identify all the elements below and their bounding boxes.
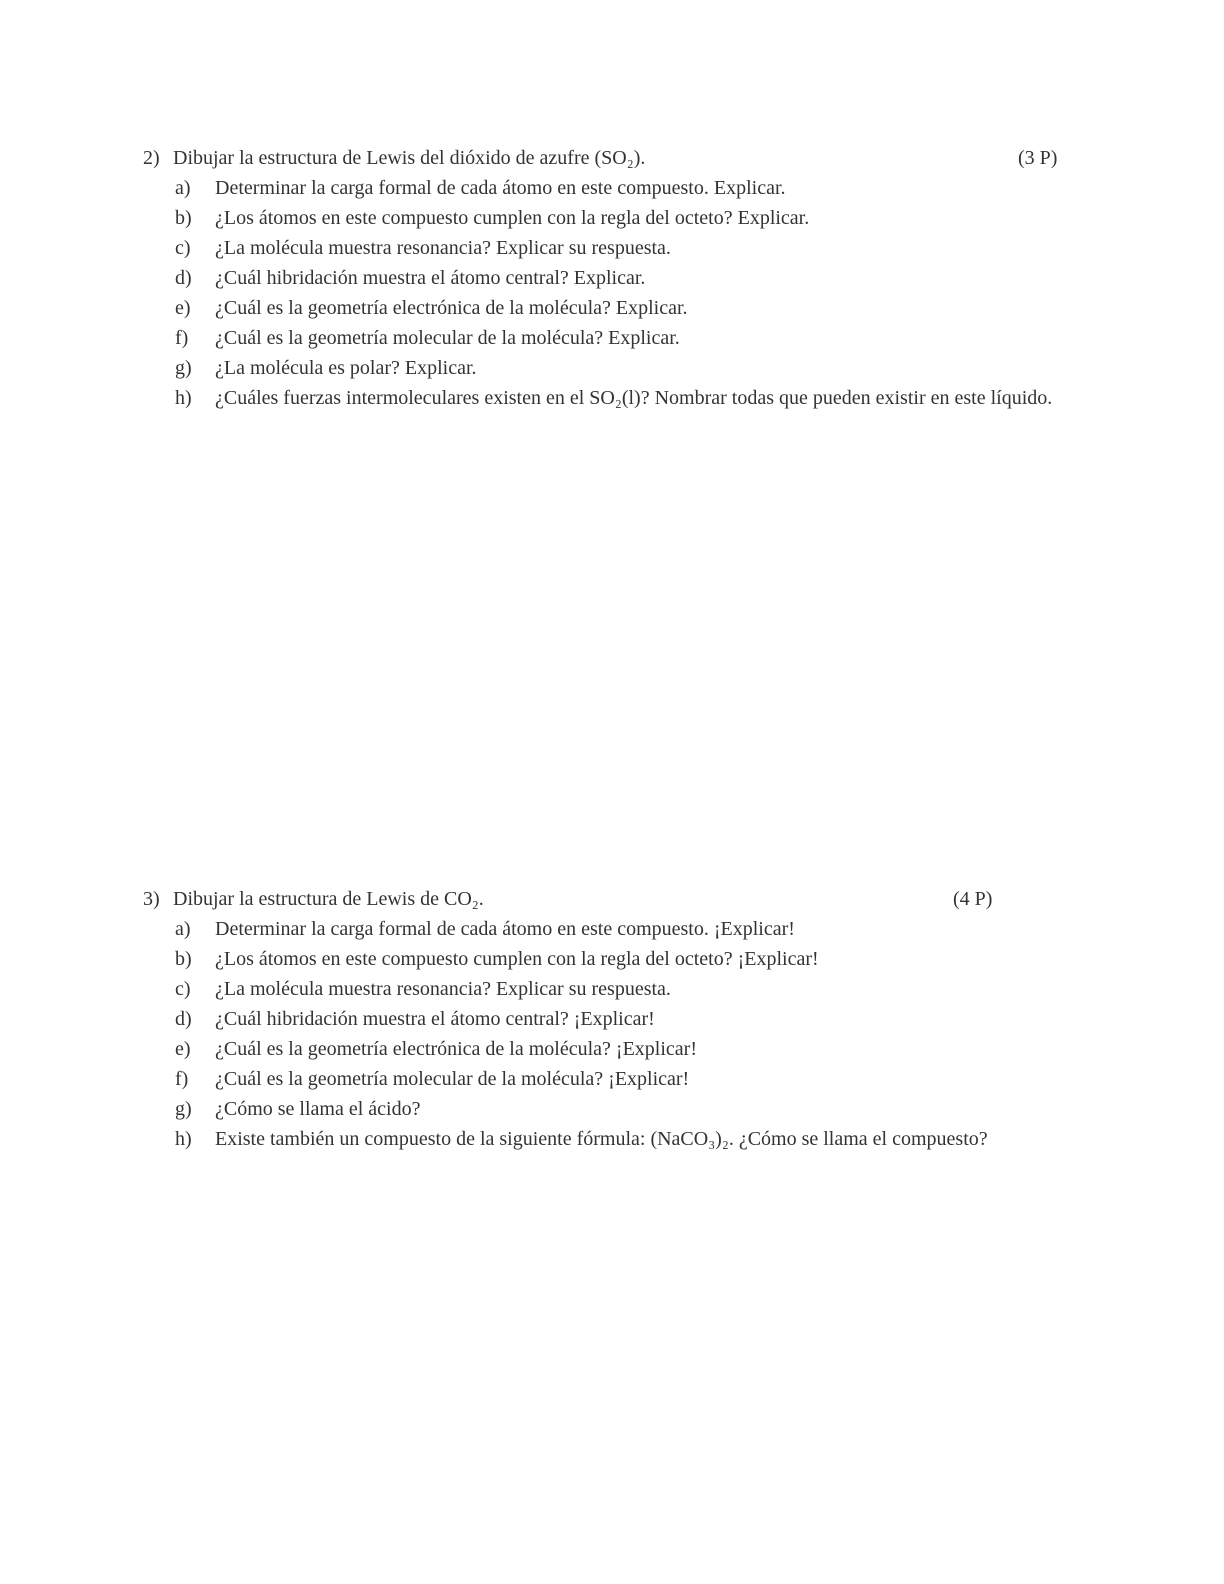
question-number: 3) — [143, 888, 160, 910]
question-prompt: Dibujar la estructura de Lewis de CO₂. — [173, 888, 484, 910]
question-2-items — [143, 173, 1103, 413]
item-label: h) — [175, 387, 192, 409]
item-label: b) — [175, 207, 192, 229]
list-item — [143, 293, 1103, 323]
item-label: a) — [175, 177, 191, 199]
question-number: 2) — [143, 147, 160, 169]
item-text: ¿Cuál es la geometría electrónica de la molécula? Explicar. — [215, 297, 688, 319]
item-text: ¿Cuál hibridación muestra el átomo central? Explicar. — [215, 267, 646, 289]
question-points: (3 P) — [1018, 147, 1058, 169]
list-item — [143, 1004, 1103, 1034]
question-2-header — [143, 143, 1103, 173]
list-item — [143, 944, 1103, 974]
list-item — [143, 1094, 1103, 1124]
item-text: ¿La molécula muestra resonancia? Explicar su respuesta. — [215, 978, 671, 1000]
item-text: ¿Los átomos en este compuesto cumplen con la regla del octeto? Explicar. — [215, 207, 810, 229]
question-3-header — [143, 884, 1103, 914]
item-text: ¿Cuáles fuerzas intermoleculares existen en el SO₂(l)? Nombrar todas que pueden existir en este líquido. — [215, 387, 1053, 409]
item-label: f) — [175, 1068, 189, 1090]
list-item — [143, 173, 1103, 203]
item-label: a) — [175, 918, 191, 940]
item-label: b) — [175, 948, 192, 970]
item-label: h) — [175, 1128, 192, 1150]
list-item — [143, 323, 1103, 353]
list-item — [143, 1064, 1103, 1094]
list-item — [143, 203, 1103, 233]
item-text: ¿Cuál hibridación muestra el átomo central? ¡Explicar! — [215, 1008, 655, 1030]
list-item — [143, 263, 1103, 293]
list-item — [143, 1124, 1103, 1154]
item-label: e) — [175, 1038, 191, 1060]
item-label: e) — [175, 297, 191, 319]
list-item — [143, 914, 1103, 944]
item-label: c) — [175, 978, 191, 1000]
item-label: g) — [175, 357, 192, 379]
list-item — [143, 383, 1103, 413]
item-label: g) — [175, 1098, 192, 1120]
item-label: c) — [175, 237, 191, 259]
item-label: d) — [175, 1008, 192, 1030]
question-3-items — [143, 914, 1103, 1154]
question-prompt: Dibujar la estructura de Lewis del dióxido de azufre (SO₂). — [173, 147, 646, 169]
item-text: Determinar la carga formal de cada átomo en este compuesto. Explicar. — [215, 177, 786, 199]
item-text: ¿Los átomos en este compuesto cumplen con la regla del octeto? ¡Explicar! — [215, 948, 819, 970]
item-text: ¿Cómo se llama el ácido? — [215, 1098, 421, 1120]
item-text: ¿La molécula es polar? Explicar. — [215, 357, 477, 379]
item-text: ¿Cuál es la geometría molecular de la molécula? Explicar. — [215, 327, 680, 349]
item-text: Existe también un compuesto de la siguiente fórmula: (NaCO₃)₂. ¿Cómo se llama el compuesto? — [215, 1128, 988, 1150]
list-item — [143, 233, 1103, 263]
question-points: (4 P) — [953, 888, 993, 910]
item-label: d) — [175, 267, 192, 289]
list-item — [143, 1034, 1103, 1064]
item-text: ¿Cuál es la geometría molecular de la molécula? ¡Explicar! — [215, 1068, 690, 1090]
list-item — [143, 353, 1103, 383]
item-label: f) — [175, 327, 189, 349]
question-3 — [143, 884, 1103, 1154]
list-item — [143, 974, 1103, 1004]
item-text: ¿La molécula muestra resonancia? Explicar su respuesta. — [215, 237, 671, 259]
item-text: ¿Cuál es la geometría electrónica de la molécula? ¡Explicar! — [215, 1038, 697, 1060]
question-2 — [143, 143, 1103, 413]
item-text: Determinar la carga formal de cada átomo en este compuesto. ¡Explicar! — [215, 918, 795, 940]
